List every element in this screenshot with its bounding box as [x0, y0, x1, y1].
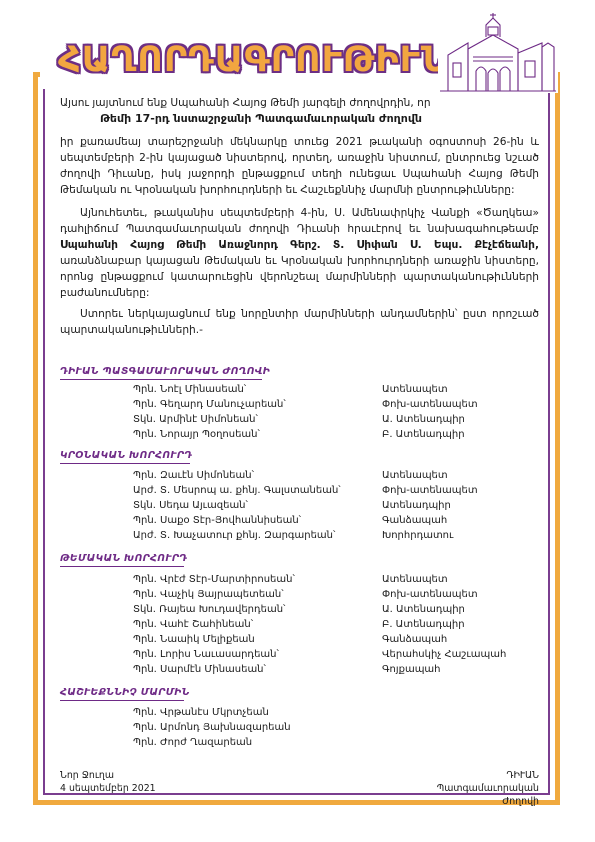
footer-org-subtitle: Պատգամաւորական Ժողովի [436, 783, 539, 807]
paragraph-2-line-5: որոնց ընթացքում կատարուեցին վերոնշեալ մարմինների պարտականութիւնների [60, 271, 539, 283]
member-name: Տկն. Ռայեա Խուդավերդեան՝ [133, 604, 286, 615]
section-title-audit-body: ՀԱՇՒԵՔՆՆԻՉ ՄԱՐՄԻՆ [60, 687, 190, 698]
paragraph-1-line-4: Թեմական ու Կրօնական խորհուրդների եւ Հաշւեքննիչ մարմնի ընտրութիւնները: [60, 184, 515, 196]
paragraph-2-line-1: Այնուհետեւ, թւականիս սեպտեմբերի 4-ին, Ս. Ամենափրկիչ Վանքի «Ծաղկեա» [80, 207, 539, 219]
section-underline [60, 566, 184, 567]
member-name: Պրն. Վրէժ Տէր-Մարտիրոսեան՝ [133, 574, 295, 585]
paragraph-1-line-2: սեպտեմբերի 2-ին կայացած նիստերով, որտեղ, առաջին նիստում, ընտրուեց նշւած [60, 152, 539, 164]
section-title-diocesan-council: ԹԵՄԱԿԱՆ ԽՈՐՀՈՒՐԴ [60, 553, 188, 564]
paragraph-1-line-3: ժողովի Դիւանը, իսկ յաջորդի ընթացքում տեղի ունեցաւ Սպահանի Հայոց Թեմի [60, 168, 539, 180]
member-role: Ատենապետ [382, 574, 448, 585]
document-title: ՀԱՂՈՐԴԱԳՐՈՒԹԻՒՆ [58, 40, 447, 80]
member-role: Գանձապահ [382, 634, 448, 645]
church-illustration [438, 13, 558, 93]
footer-org-name: ԴԻՒԱՆ [506, 770, 539, 781]
member-role: Բ. Ատենադպիր [382, 429, 465, 440]
paragraph-2-line-4: առանձնաբար կայացան Թեմական եւ Կրօնական խորհուրդների առաջին նիստերը, [60, 255, 539, 267]
member-name: Պրն. Վաչիկ Յայրապետեան՝ [133, 589, 284, 600]
member-name: Պրն. Սաքօ Տէր-Յովհաննիսեան՝ [133, 515, 302, 526]
member-role: Փոխ-ատենապետ [382, 485, 478, 496]
section-title-diwan: ԴԻՒԱՆ ՊԱՏԳԱՄԱՒՈՐԱԿԱՆ ԺՈՂՈՎԻ [60, 366, 271, 377]
member-role: Ատենադպիր [382, 500, 451, 511]
member-name: Պրն. Գեղարդ Մանուչարեան՝ [133, 399, 286, 410]
member-role: Ատենապետ [382, 470, 448, 481]
footer-place: Նոր Ջուղա [60, 770, 114, 781]
member-role: Ա. Ատենադպիր [382, 414, 465, 425]
member-role: Ատենապետ [382, 384, 448, 395]
member-role: Ա. Ատենադպիր [382, 604, 465, 615]
member-name: Պրն. Արմոնդ Յախնազարեան [133, 722, 291, 733]
member-name: Պրն. Նաաիկ Մելիքեան [133, 634, 255, 645]
intro-line-1: Այսու յայտնում ենք Սպահանի Հայոց Թեմի յարգելի ժողովրդին, որ [60, 97, 431, 109]
footer-date: 4 սեպտեմբեր 2021 [60, 783, 156, 794]
paragraph-1-line-1: իր քառամեայ տարեշրջանի մեկնարկը տուեց 2021 թւականի օգոստոսի 26-ին և [60, 136, 539, 148]
section-underline [60, 700, 184, 701]
section-underline [60, 463, 190, 464]
section-underline [60, 379, 262, 380]
paragraph-2-line-2: դահլիճում Պատգամաւորական ժողովի Դիւանի հրաւէրով եւ նախագահութեամբ [60, 223, 539, 235]
member-name: Պրն. Նոէլ Մինասեան՝ [133, 384, 247, 395]
member-role: Գանձապահ [382, 515, 448, 526]
paragraph-3-line-2: պարտականութիւնների.- [60, 324, 203, 336]
paragraph-2-line-6: բաժանումները: [60, 287, 150, 299]
paragraph-3-line-1: Ստորեւ ներկայացնում ենք նորընտիր մարմինների անդամներին՝ ըստ որոշւած [80, 308, 539, 320]
member-role: Փոխ-ատենապետ [382, 399, 478, 410]
member-role: Գոյքապահ [382, 664, 441, 675]
member-name: Պրն. Լորիս Նաւասարդեան՝ [133, 649, 279, 660]
member-name: Պրն. Նորայր Պօղոսեան՝ [133, 429, 260, 440]
member-role: Փոխ-ատենապետ [382, 589, 478, 600]
member-role: Վերահսկիչ Հաշւապահ [382, 649, 507, 660]
member-name: Պրն. Վահէ Շահինեան՝ [133, 619, 254, 630]
member-role: Խորհրդատու [382, 530, 454, 541]
member-name: Արժ. Տ. Մեսրոպ ա. քհնյ. Գալստանեան՝ [133, 485, 341, 496]
member-name: Պրն. Վրթանէս Մկրտչեան [133, 707, 269, 718]
member-name: Պրն. Ժորժ Ղազարեան [133, 737, 253, 748]
member-name: Պրն. Սարմէն Մինասեան՝ [133, 664, 266, 675]
member-name: Տկն. Սեդա Այւազեան՝ [133, 500, 248, 511]
member-name: Պրն. Զաւէն Սիմոնեան՝ [133, 470, 254, 481]
member-name: Տկն. Արմինէ Սիմոնեան՝ [133, 414, 258, 425]
member-role: Բ. Ատենադպիր [382, 619, 465, 630]
member-name: Արժ. Տ. Խաչատուր քհնյ. Զարգարեան՝ [133, 530, 336, 541]
intro-assembly-line: Թեմի 17-րդ նստաշրջանի Պատգամաւորական ժողովն [100, 112, 422, 125]
section-title-religious-council: ԿՐՕՆԱԿԱՆ ԽՈՐՀՈՒՐԴ [60, 450, 193, 461]
paragraph-2-line-3: Սպահանի Հայոց Թեմի Առաջնորդ Գերշ. Տ. Սիփան Ս. Եպս. Քէչէճեանի, [60, 239, 539, 251]
